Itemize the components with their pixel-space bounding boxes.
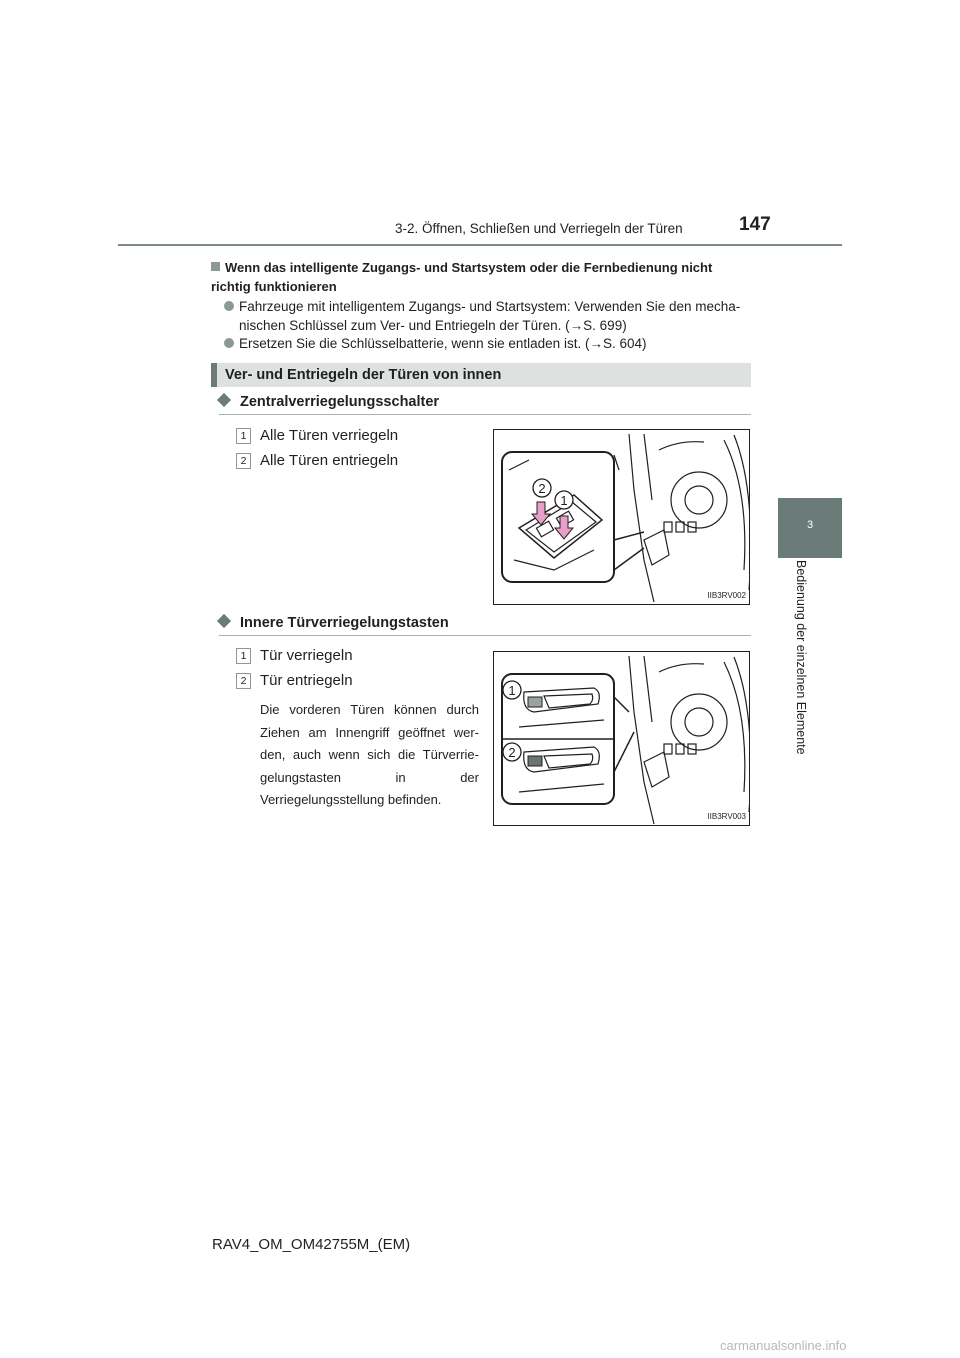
chapter-label: Bedienung der einzelnen Elemente xyxy=(794,560,808,755)
watermark: carmanualsonline.info xyxy=(720,1338,847,1353)
step-text: Tür verriegeln xyxy=(260,647,353,664)
note-bullet xyxy=(211,334,751,353)
header-title: 3-2. Öffnen, Schließen und Verriegeln der Türen xyxy=(395,221,683,236)
note-bullet-text: Fahrzeuge mit intelligentem Zugangs- und Startsystem: Verwenden Sie den mecha- nischen Schlüssel zum Ver- und Entriegeln der Türen. (→S. 699) xyxy=(239,299,741,333)
page-number: 147 xyxy=(739,214,771,235)
subsection-title xyxy=(219,394,439,410)
bullet-icon xyxy=(224,301,234,311)
callout-1: 1 xyxy=(560,493,568,508)
callout-2: 2 xyxy=(508,745,516,760)
subsection-rule xyxy=(219,635,751,636)
subsection-title xyxy=(219,615,449,631)
figure-door-lock-switch xyxy=(493,429,750,605)
note-bullet-text: Ersetzen Sie die Schlüsselbatterie, wenn sie entladen ist. (→S. 604) xyxy=(239,336,647,351)
callout-1: 1 xyxy=(508,683,516,698)
header-rule xyxy=(118,244,842,246)
document-code: RAV4_OM_OM42755M_(EM) xyxy=(212,1236,411,1253)
section-title: Ver- und Entriegeln der Türen von innen xyxy=(225,367,502,383)
diamond-icon xyxy=(217,393,231,407)
note-bullet xyxy=(211,297,751,335)
door-lock-switch-illustration xyxy=(494,430,749,604)
subsection-title-text: Innere Türverriegelungstasten xyxy=(240,615,449,631)
step-text: Tür entriegeln xyxy=(260,672,353,689)
figure-inner-lock-buttons xyxy=(493,651,750,826)
callout-2: 2 xyxy=(538,481,546,496)
section-edge xyxy=(211,363,217,387)
subsection-rule xyxy=(219,414,751,415)
chapter-number: 3 xyxy=(806,519,814,531)
note-title-text: Wenn das intelligente Zugangs- und Startsystem oder die Fernbedienung nicht richtig funktionieren xyxy=(211,260,713,294)
inner-lock-buttons-illustration xyxy=(494,652,749,825)
figure-code: IIB3RV003 xyxy=(707,812,746,821)
section-header xyxy=(211,363,751,387)
step-number: 1 xyxy=(236,428,251,444)
diamond-icon xyxy=(217,614,231,628)
step-text: Alle Türen entriegeln xyxy=(260,452,399,469)
step-description: Die vorderen Türen können durch Ziehen am Innengriff geöffnet wer- den, auch wenn sich die Türverrie- gelungstasten in der Verriegelungsstellung befinden. xyxy=(260,702,479,807)
step-number: 2 xyxy=(236,673,251,689)
subsection-title-text: Zentralverriegelungsschalter xyxy=(240,394,440,410)
square-bullet-icon xyxy=(211,262,220,271)
bullet-icon xyxy=(224,338,234,348)
step-text: Alle Türen verriegeln xyxy=(260,427,399,444)
figure-code: IIB3RV002 xyxy=(707,591,746,600)
step-number: 1 xyxy=(236,648,251,664)
step-number: 2 xyxy=(236,453,251,469)
note-title xyxy=(211,258,751,296)
